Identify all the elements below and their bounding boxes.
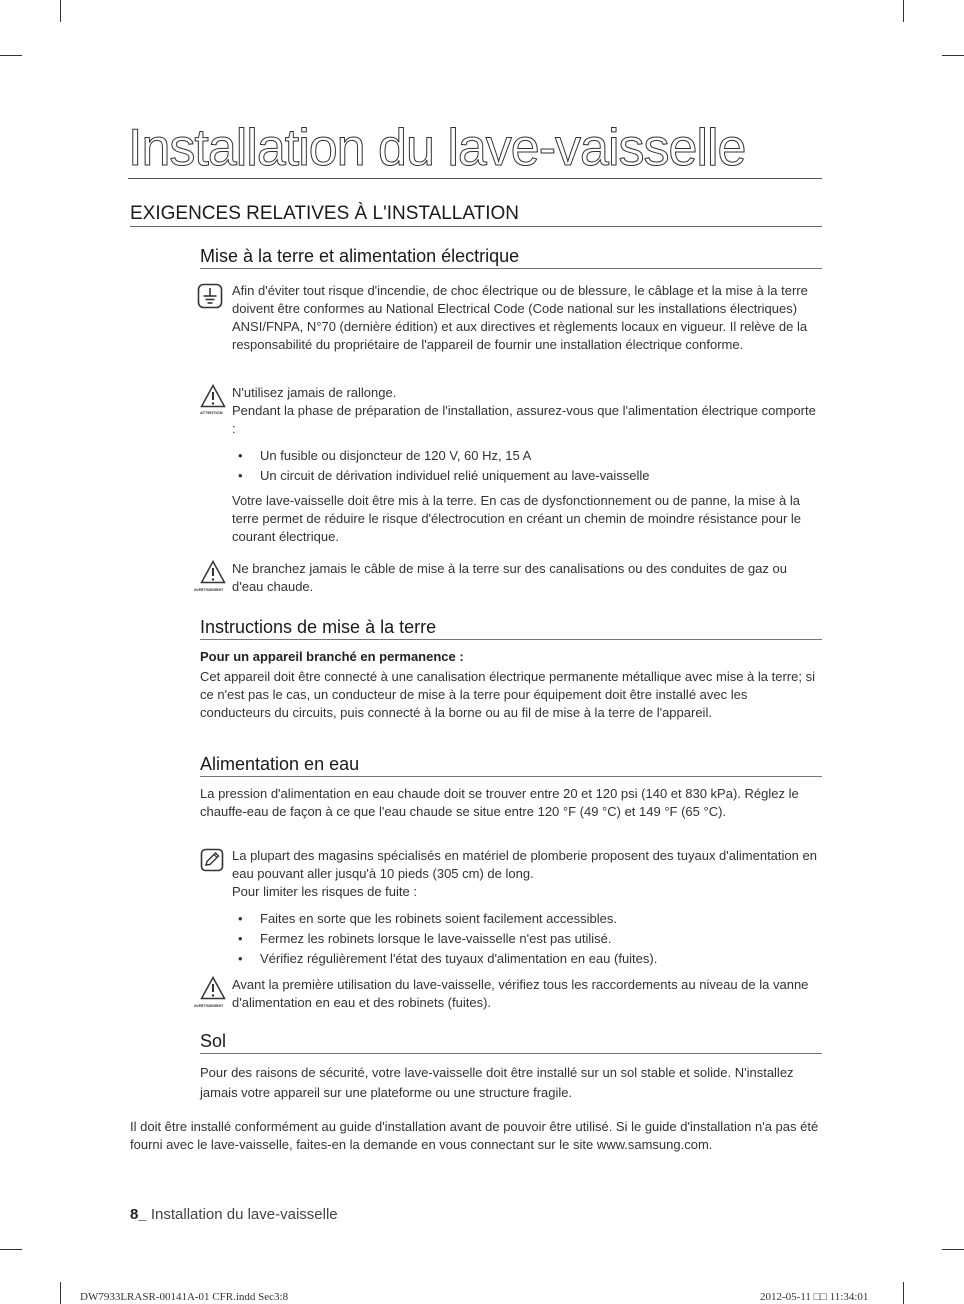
list-item: • Faites en sorte que les robinets soient facilement accessibles. [238,910,617,928]
crop-mark [0,55,22,56]
crop-mark [942,55,964,56]
crop-mark [903,1282,904,1304]
crop-mark [60,0,61,22]
caution-icon [200,384,226,408]
water-note-text: La plupart des magasins spécialisés en matériel de plomberie proposent des tuyaux d'alimentation en eau pouvant aller jusqu'à 10 pieds (305 cm) de long. [232,848,817,881]
caution-line2: Pendant la phase de préparation de l'installation, assurez-vous que l'alimentation électrique comporte : [232,403,816,436]
water-warning-text: Avant la première utilisation du lave-vaisselle, vérifiez tous les raccordements au niveau de la vanne d'alimentation en eau et des robinets (fuites). [232,977,809,1010]
crop-mark [903,0,904,22]
list-item: • Fermez les robinets lorsque le lave-vaisselle n'est pas utilisé. [238,930,611,948]
closing-text: Il doit être installé conformément au guide d'installation avant de pouvoir être utilisé. Si le guide d'installation n'a pas été fourni avec le lave-vaisselle, faites-en la demande en vous connectant sur le site www.samsung.com. [130,1119,819,1152]
footer-page-title: Installation du lave-vaisselle [146,1206,338,1223]
heading-water: Alimentation en eau [200,754,822,777]
note-pencil-icon [200,848,224,872]
caution-label: ATTENTION [200,410,223,415]
crop-mark [942,1249,964,1250]
section-title: EXIGENCES RELATIVES À L'INSTALLATION [130,203,822,227]
print-slug-right: 2012-05-11 □□ 11:34:01 [760,1291,869,1303]
ground-explanation-text: Votre lave-vaisselle doit être mis à la terre. En cas de dysfonctionnement ou de panne, la mise à la terre permet de réduire le risque d'électrocution en créant un chemin de moindre résistance pour le courant électrique. [232,493,802,544]
warning-icon [200,560,226,584]
warning-label: AVERTISSEMENT [194,588,224,592]
water-pressure-text: La pression d'alimentation en eau chaude doit se trouver entre 20 et 120 psi (140 et 830 kPa). Réglez le chauffe-eau de façon à ce que l'eau chaude se situe entre 120 °F (49 °C) et 149 °F (65 °C). [200,786,799,819]
crop-mark [0,1249,22,1250]
heading-grounding: Mise à la terre et alimentation électrique [200,246,822,269]
instructions-text: Cet appareil doit être connecté à une canalisation électrique permanente métallique avec mise à la terre; si ce n'est pas le cas, un conducteur de mise à la terre pour équipement doit être installé avec les conducteurs du circuits, puis connecté à la borne ou au fil de mise à la terre de l'appareil. [200,669,815,720]
list-item: • Un fusible ou disjoncteur de 120 V, 60 Hz, 15 A [238,447,531,465]
grounding-warning-text: Ne branchez jamais le câble de mise à la terre sur des canalisations ou des conduites de gaz ou d'eau chaude. [232,561,787,594]
heading-floor: Sol [200,1031,822,1054]
heading-instructions: Instructions de mise à la terre [200,617,822,640]
ground-note-icon [197,283,223,309]
floor-text: Pour des raisons de sécurité, votre lave-vaisselle doit être installé sur un sol stable et solide. N'installez jamais votre appareil sur une plateforme ou une structure fragile. [200,1065,794,1100]
list-item: • Un circuit de dérivation individuel relié uniquement au lave-vaisselle [238,467,650,485]
print-slug-left: DW7933LRASR-00141A-01 CFR.indd Sec3:8 [80,1291,289,1303]
page-footer [130,1206,338,1223]
caution-line1: N'utilisez jamais de rallonge. [232,385,397,400]
page-title: Installation du lave-vaisselle [128,118,822,179]
page-number: 8_ [130,1206,147,1223]
warning-label: AVERTISSEMENT [194,1004,224,1008]
warning-icon [200,976,226,1000]
leak-intro-text: Pour limiter les risques de fuite : [232,884,417,899]
instructions-subheading: Pour un appareil branché en permanence : [200,649,464,664]
list-item: • Vérifiez régulièrement l'état des tuyaux d'alimentation en eau (fuites). [238,950,657,968]
crop-mark [60,1282,61,1304]
grounding-note-text: Afin d'éviter tout risque d'incendie, de choc électrique ou de blessure, le câblage et la mise à la terre doivent être conformes au National Electrical Code (Code national sur les installations électriques) ANSI/FNPA, N°70 (dernière édition) et aux directives et règlements locaux en vigueur. Il relève de la responsabilité du propriétaire de l'appareil de fournir une installation électrique conforme. [232,283,808,352]
